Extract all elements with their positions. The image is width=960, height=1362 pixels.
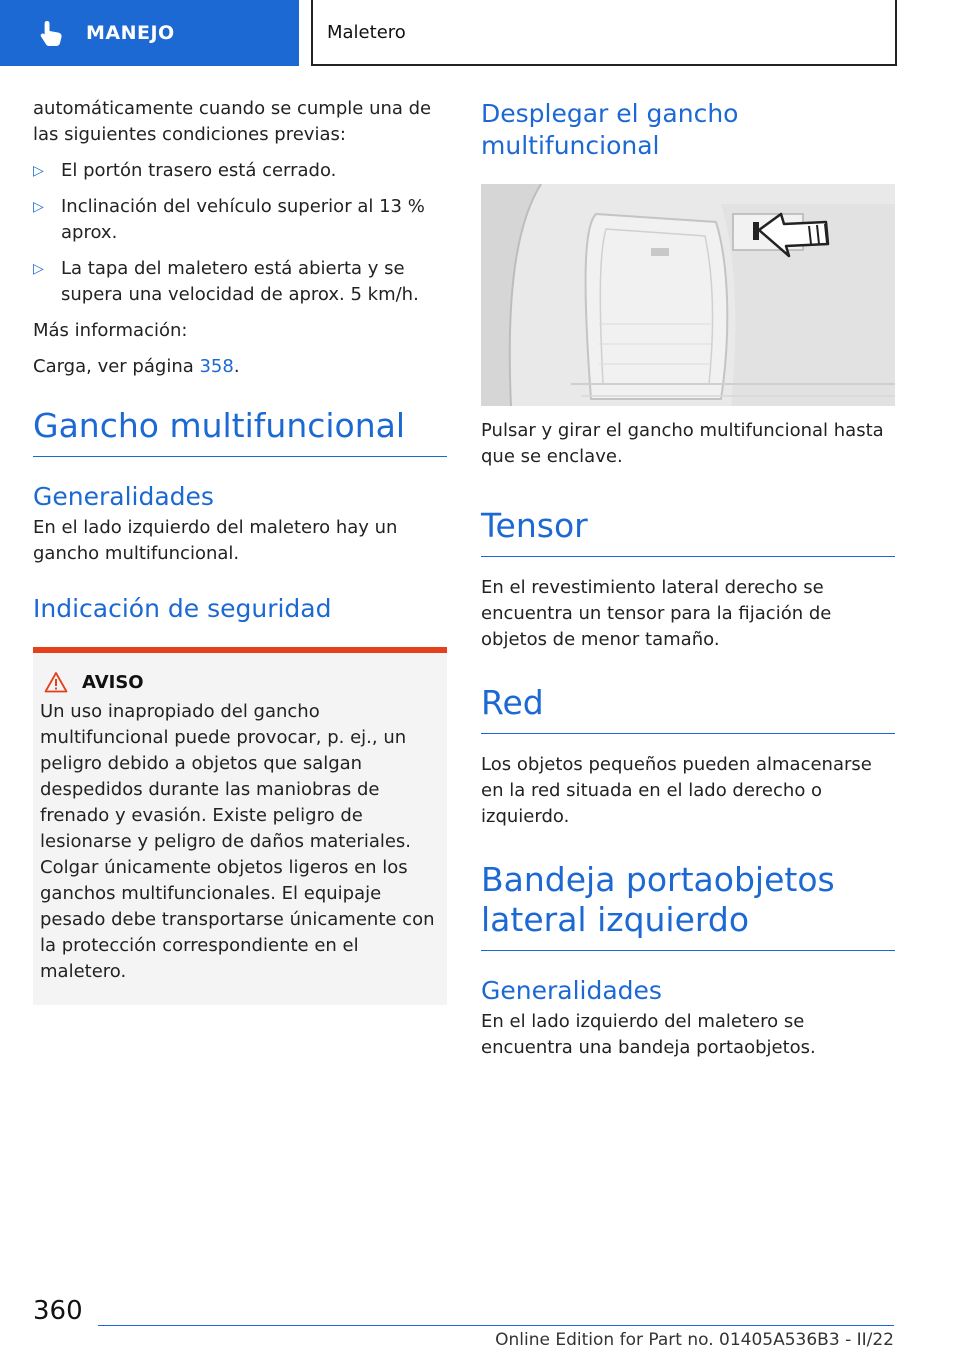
chapter-label: Maletero [327, 21, 406, 43]
page-number: 360 [33, 1296, 83, 1326]
left-column [33, 96, 447, 1005]
list-item: ▷ El portón trasero está cerrado. [33, 158, 447, 184]
list-item: ▷ Inclinación del vehículo superior al 13 % aprox. [33, 196, 425, 243]
red-text: Los objetos pequeños pueden almacenarse en la red situada en el lado derecho o izquierdo. [481, 754, 872, 827]
triangle-bullet-icon: ▷ [33, 199, 44, 215]
heading-desplegar: Desplegar el gancho multifuncional [481, 99, 739, 160]
heading-seguridad: Indicación de seguridad [33, 594, 332, 623]
right-column [481, 96, 895, 1061]
page-link[interactable]: 358 [199, 356, 234, 377]
conditions-list [33, 158, 447, 308]
heading-generalidades: Generalidades [33, 482, 214, 511]
trunk-drawing [481, 184, 895, 406]
chapter-tab [311, 0, 897, 66]
page-header [0, 0, 960, 66]
more-info-label: Más información: [33, 320, 188, 341]
heading-bandeja-generalidades: Generalidades [481, 976, 662, 1005]
hand-pointer-icon [36, 18, 66, 48]
generalidades-text: En el lado izquierdo del maletero hay un gancho multifuncional. [33, 517, 398, 564]
warning-box [33, 647, 447, 1005]
triangle-bullet-icon: ▷ [33, 261, 44, 277]
trunk-hook-illustration [481, 184, 895, 406]
footer-divider [98, 1325, 894, 1326]
heading-bandeja: Bandeja portaobjetos lateral izquierdo [481, 860, 895, 951]
page-reference: Carga, ver página 358. [33, 356, 240, 377]
warning-triangle-icon [44, 671, 68, 693]
warning-header [44, 671, 439, 693]
bandeja-text: En el lado izquierdo del maletero se encuentra una bandeja portaobjetos. [481, 1011, 816, 1058]
edition-info: Online Edition for Part no. 01405A536B3 - II/22 [495, 1330, 894, 1350]
list-item: ▷ La tapa del maletero está abierta y se supera una velocidad de aprox. 5 km/h. [33, 258, 419, 305]
heading-tensor: Tensor [481, 506, 895, 557]
tensor-text: En el revestimiento lateral derecho se encuentra un tensor para la fijación de objetos de menor tamaño. [481, 577, 832, 650]
warning-label: AVISO [82, 671, 144, 693]
section-tab [0, 0, 299, 66]
warning-text: Un uso inapropiado del gancho multifuncional puede provocar, p. ej., un peligro debido a objetos que salgan despedidos durante las maniobras de frenado y evasión. Existe peligro de lesionarse y peligro de daños materiales. Colgar únicamente objetos ligeros en los ganchos multifuncionales. El equipaje pesado debe transportarse únicamente con la protección correspondiente en el maletero. [40, 701, 435, 982]
triangle-bullet-icon: ▷ [33, 163, 44, 179]
figure-caption: Pulsar y girar el gancho multifuncional hasta que se enclave. [481, 420, 884, 467]
heading-red: Red [481, 683, 895, 734]
section-label: MANEJO [86, 22, 175, 44]
intro-text: automáticamente cuando se cumple una de las siguientes condiciones previas: [33, 98, 432, 145]
heading-gancho: Gancho multifuncional [33, 406, 447, 457]
